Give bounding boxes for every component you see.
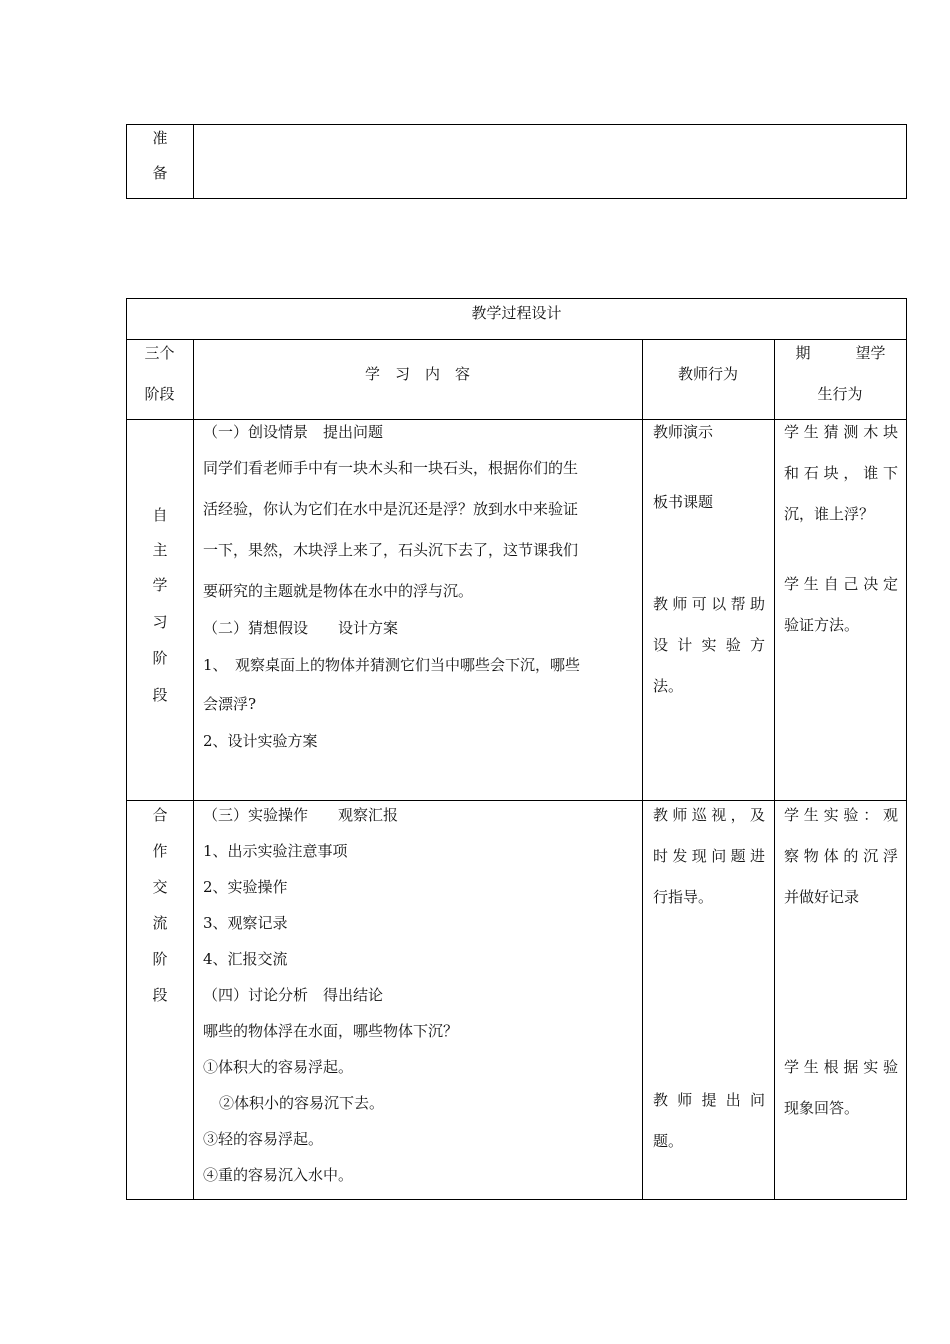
prep-label-char: 准 bbox=[152, 129, 168, 147]
stage-char: 段 bbox=[152, 686, 168, 704]
stage-char: 交 bbox=[152, 878, 168, 896]
student-line: 学生实验：观 bbox=[784, 806, 898, 824]
student-line: 学生根据实验 bbox=[784, 1058, 898, 1076]
prep-label-char: 备 bbox=[152, 164, 168, 182]
content-line: （二）猜想假设 设计方案 bbox=[203, 619, 399, 637]
content-line: 2、实验操作 bbox=[203, 878, 288, 896]
header-stage: 三个 bbox=[144, 344, 175, 362]
prep-table-divider bbox=[193, 124, 194, 199]
content-line: 4、汇报交流 bbox=[203, 950, 288, 968]
stage-char: 合 bbox=[152, 806, 168, 824]
stage-char: 学 bbox=[152, 576, 168, 594]
student-line: 察物体的沉浮 bbox=[784, 847, 898, 865]
content-line: 同学们看老师手中有一块木头和一块石头，根据你们的生 bbox=[203, 459, 579, 477]
teacher-line: 板书课题 bbox=[653, 493, 714, 511]
content-line: 哪些的物体浮在水面，哪些物体下沉？ bbox=[203, 1022, 459, 1040]
student-line: 学生自己决定 bbox=[784, 575, 898, 593]
content-line: （三）实验操作 观察汇报 bbox=[203, 806, 399, 824]
stage-char: 主 bbox=[152, 541, 168, 559]
content-line: 3、观察记录 bbox=[203, 914, 288, 932]
title-row-divider bbox=[126, 339, 907, 340]
column-divider bbox=[774, 339, 775, 1200]
header-student: 生行为 bbox=[817, 385, 863, 403]
student-line: 学生猜测木块 bbox=[784, 423, 898, 441]
teacher-line: 教师演示 bbox=[653, 423, 714, 441]
stage-char: 阶 bbox=[152, 649, 168, 667]
content-line: 1、出示实验注意事项 bbox=[203, 842, 348, 860]
teacher-line: 题。 bbox=[653, 1132, 684, 1150]
content-line: 会漂浮? bbox=[203, 695, 257, 713]
prep-table bbox=[126, 124, 907, 199]
student-line: 沉，谁上浮？ bbox=[784, 505, 875, 523]
content-line: ②体积小的容易沉下去。 bbox=[219, 1094, 385, 1112]
stage-char: 习 bbox=[152, 613, 168, 631]
content-line: ①体积大的容易浮起。 bbox=[203, 1058, 354, 1076]
teacher-line: 时发现问题进 bbox=[653, 847, 765, 865]
header-content: 学 习 内 容 bbox=[364, 365, 470, 383]
content-line: 2、设计实验方案 bbox=[203, 732, 318, 750]
header-row-divider bbox=[126, 419, 907, 420]
content-line: ④重的容易沉入水中。 bbox=[203, 1166, 354, 1184]
content-line: 要研究的主题就是物体在水中的浮与沉。 bbox=[203, 582, 474, 600]
content-line: 活经验，你认为它们在水中是沉还是浮？放到水中来验证 bbox=[203, 500, 579, 518]
stage-char: 作 bbox=[152, 842, 168, 860]
content-line: 一下，果然，木块浮上来了，石头沉下去了，这节课我们 bbox=[203, 541, 579, 559]
content-line: ③轻的容易浮起。 bbox=[203, 1130, 324, 1148]
column-divider bbox=[642, 339, 643, 1200]
stage-char: 流 bbox=[152, 914, 168, 932]
teacher-line: 行指导。 bbox=[653, 888, 714, 906]
column-divider bbox=[193, 339, 194, 1200]
content-line: （四）讨论分析 得出结论 bbox=[203, 986, 384, 1004]
student-line: 和石块，谁下 bbox=[784, 464, 898, 482]
teacher-line: 教师提出问 bbox=[653, 1091, 765, 1109]
table-title: 教学过程设计 bbox=[471, 304, 562, 322]
content-line: （一）创设情景 提出问题 bbox=[203, 423, 384, 441]
teacher-line: 教师巡视，及 bbox=[653, 806, 765, 824]
student-line: 验证方法。 bbox=[784, 616, 860, 634]
teacher-line: 设计实验方 bbox=[653, 636, 765, 654]
student-line: 并做好记录 bbox=[784, 888, 860, 906]
header-teacher: 教师行为 bbox=[677, 365, 738, 383]
header-stage: 阶段 bbox=[144, 385, 175, 403]
stage-char: 段 bbox=[152, 986, 168, 1004]
stage-char: 自 bbox=[152, 506, 168, 524]
row-divider bbox=[126, 800, 907, 801]
header-student: 期 望学 bbox=[795, 344, 886, 362]
teacher-line: 法。 bbox=[653, 677, 684, 695]
stage-char: 阶 bbox=[152, 950, 168, 968]
teacher-line: 教师可以帮助 bbox=[653, 595, 765, 613]
student-line: 现象回答。 bbox=[784, 1099, 860, 1117]
content-line: 1、 观察桌面上的物体并猜测它们当中哪些会下沉，哪些 bbox=[203, 656, 581, 674]
